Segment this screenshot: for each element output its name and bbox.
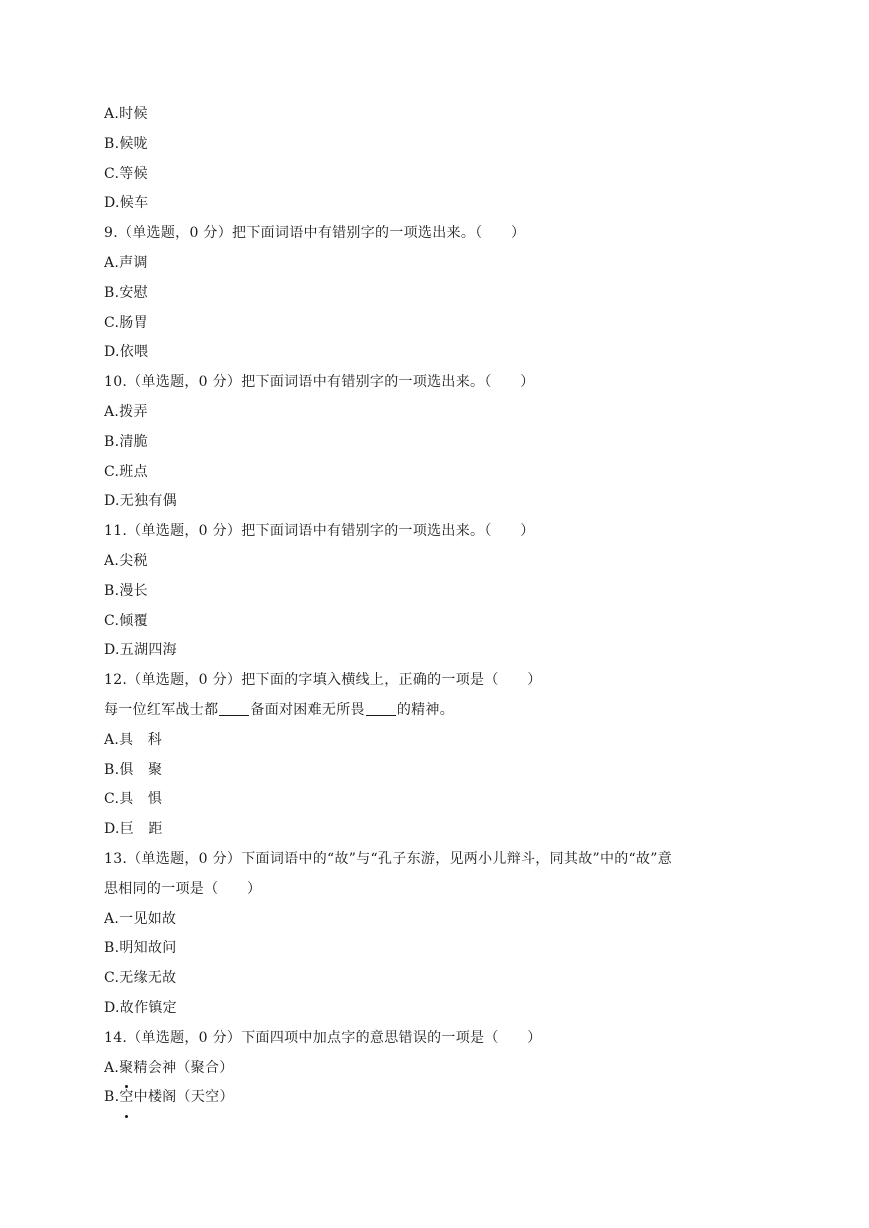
option-line: A.声调 <box>104 254 148 271</box>
option-line: B.漫长 <box>104 582 148 599</box>
option-line: C.无缘无故 <box>104 970 177 987</box>
option-line <box>104 1054 764 1084</box>
question-13-stem-cont: 思相同的一项是（ ） <box>104 880 262 897</box>
option-line: A.具 科 <box>104 731 163 748</box>
option-line: B.明知故问 <box>104 940 177 957</box>
option-line: B.俱 聚 <box>104 761 163 778</box>
option-line: C.班点 <box>104 463 148 480</box>
option-line: A.一见如故 <box>104 910 177 927</box>
option-line: A.尖税 <box>104 552 148 569</box>
option-prefix: B. <box>104 1089 120 1106</box>
option-prefix: A. <box>104 1059 120 1076</box>
emphasized-char: 空 <box>119 1083 133 1113</box>
fill-blank <box>366 701 396 716</box>
option-line: A.时候 <box>104 106 148 122</box>
option-line: D.巨 距 <box>104 821 163 838</box>
option-line: D.五湖四海 <box>104 642 177 659</box>
question-13-stem: 13.（单选题，0 分）下面词语中的“故”与“孔子东游，见两小儿辩斗，同其故”中的“故”意 <box>104 850 673 867</box>
emphasized-char: 聚 <box>119 1054 133 1084</box>
question-9-stem: 9.（单选题，0 分）把下面词语中有错别字的一项选出来。（ ） <box>104 225 526 242</box>
option-line: B.候咙 <box>104 135 148 152</box>
option-line: C.倾覆 <box>104 612 148 629</box>
option-line: C.肠胃 <box>104 314 148 331</box>
question-11-stem: 11.（单选题，0 分）把下面词语中有错别字的一项选出来。（ ） <box>104 523 535 540</box>
option-line: D.依喂 <box>104 344 149 361</box>
question-10-stem: 10.（单选题，0 分）把下面词语中有错别字的一项选出来。（ ） <box>104 374 535 391</box>
question-content <box>104 100 764 1113</box>
option-line: D.故作镇定 <box>104 999 177 1016</box>
option-line: C.具 惧 <box>104 791 163 808</box>
option-line: B.清脆 <box>104 433 148 450</box>
question-12-stem: 12.（单选题，0 分）把下面的字填入横线上，正确的一项是（ ） <box>104 672 542 689</box>
option-text: 中楼阁（天空） <box>133 1089 234 1106</box>
option-line: A.拨弄 <box>104 403 148 420</box>
fill-blank <box>219 701 249 716</box>
question-14-stem: 14.（单选题，0 分）下面四项中加点字的意思错误的一项是（ ） <box>104 1029 542 1046</box>
option-line <box>104 1083 764 1113</box>
sentence-part: 的精神。 <box>396 701 455 718</box>
option-line: D.候车 <box>104 195 149 212</box>
option-line: B.安慰 <box>104 284 148 301</box>
option-line: C.等候 <box>104 165 148 182</box>
option-text: 精会神（聚合） <box>133 1059 234 1076</box>
question-12-sentence <box>104 696 764 726</box>
option-line: D.无独有偶 <box>104 493 177 510</box>
sentence-part: 备面对困难无所畏 <box>250 701 365 718</box>
sentence-part: 每一位红军战士都 <box>104 701 219 718</box>
